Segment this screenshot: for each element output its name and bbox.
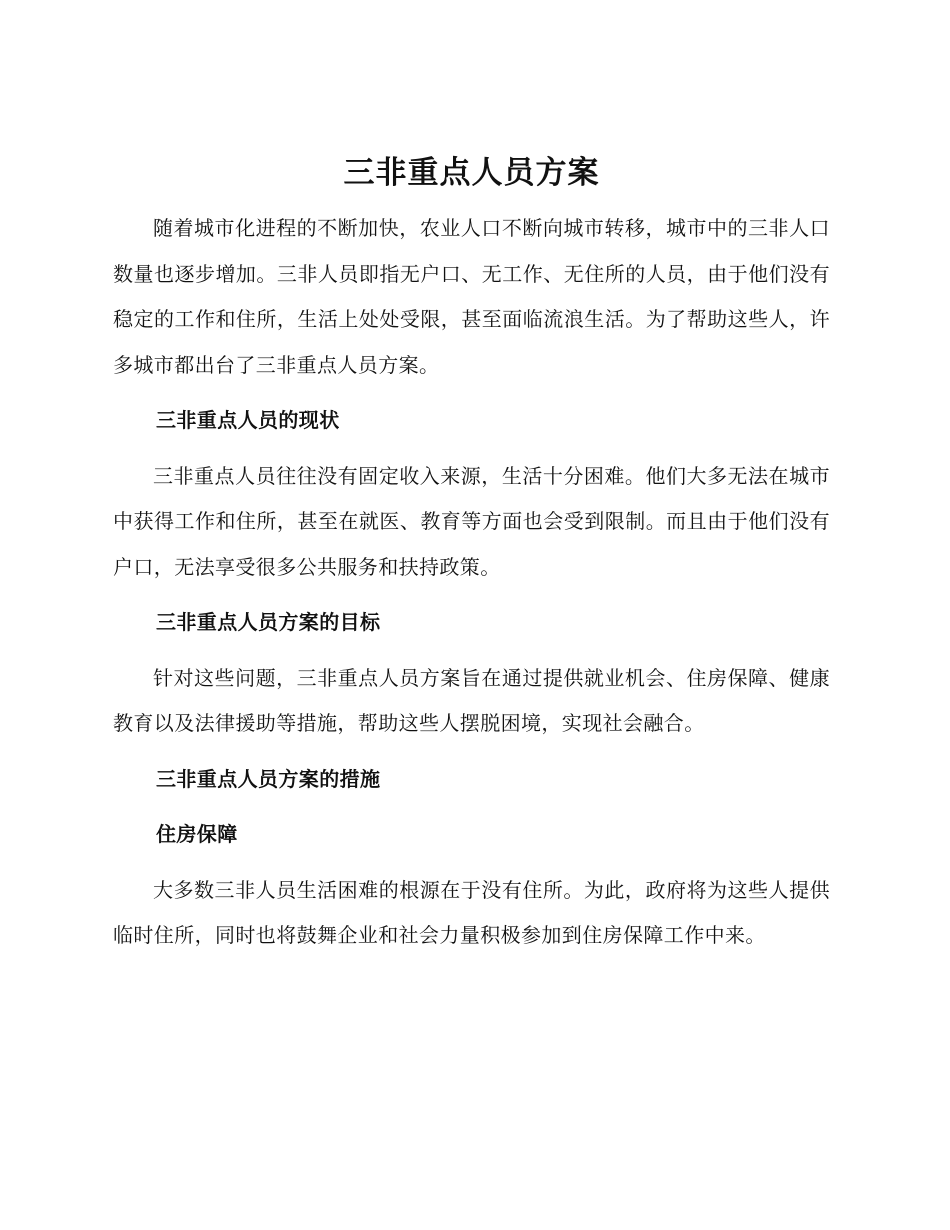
measures-section-heading: 三非重点人员方案的措施	[156, 766, 381, 791]
housing-subsection-paragraph: 大多数三非人员生活困难的根源在于没有住所。为此，政府将为这些人提供临时住所，同时也将鼓舞企业和社会力量积极参加到住房保障工作中来。	[113, 877, 830, 947]
goal-section-paragraph: 针对这些问题，三非重点人员方案旨在通过提供就业机会、住房保障、健康教育以及法律援助等措施，帮助这些人摆脱困境，实现社会融合。	[113, 665, 830, 735]
intro-paragraph: 随着城市化进程的不断加快，农业人口不断向城市转移，城市中的三非人口数量也逐步增加。三非人员即指无户口、无工作、无住所的人员，由于他们没有稳定的工作和住所，生活上处处受限，甚至面临流浪生活。为了帮助这些人，许多城市都出台了三非重点人员方案。	[113, 216, 830, 377]
goal-section-heading: 三非重点人员方案的目标	[156, 610, 381, 634]
status-section-heading: 三非重点人员的现状	[156, 408, 340, 432]
document-body	[113, 148, 830, 969]
status-section-paragraph: 三非重点人员往往没有固定收入来源，生活十分困难。他们大多无法在城市中获得工作和住所，甚至在就医、教育等方面也会受到限制。而且由于他们没有户口，无法享受很多公共服务和扶持政策。	[113, 463, 830, 579]
housing-subsection-heading: 住房保障	[156, 822, 238, 846]
document-title: 三非重点人员方案	[343, 155, 600, 191]
